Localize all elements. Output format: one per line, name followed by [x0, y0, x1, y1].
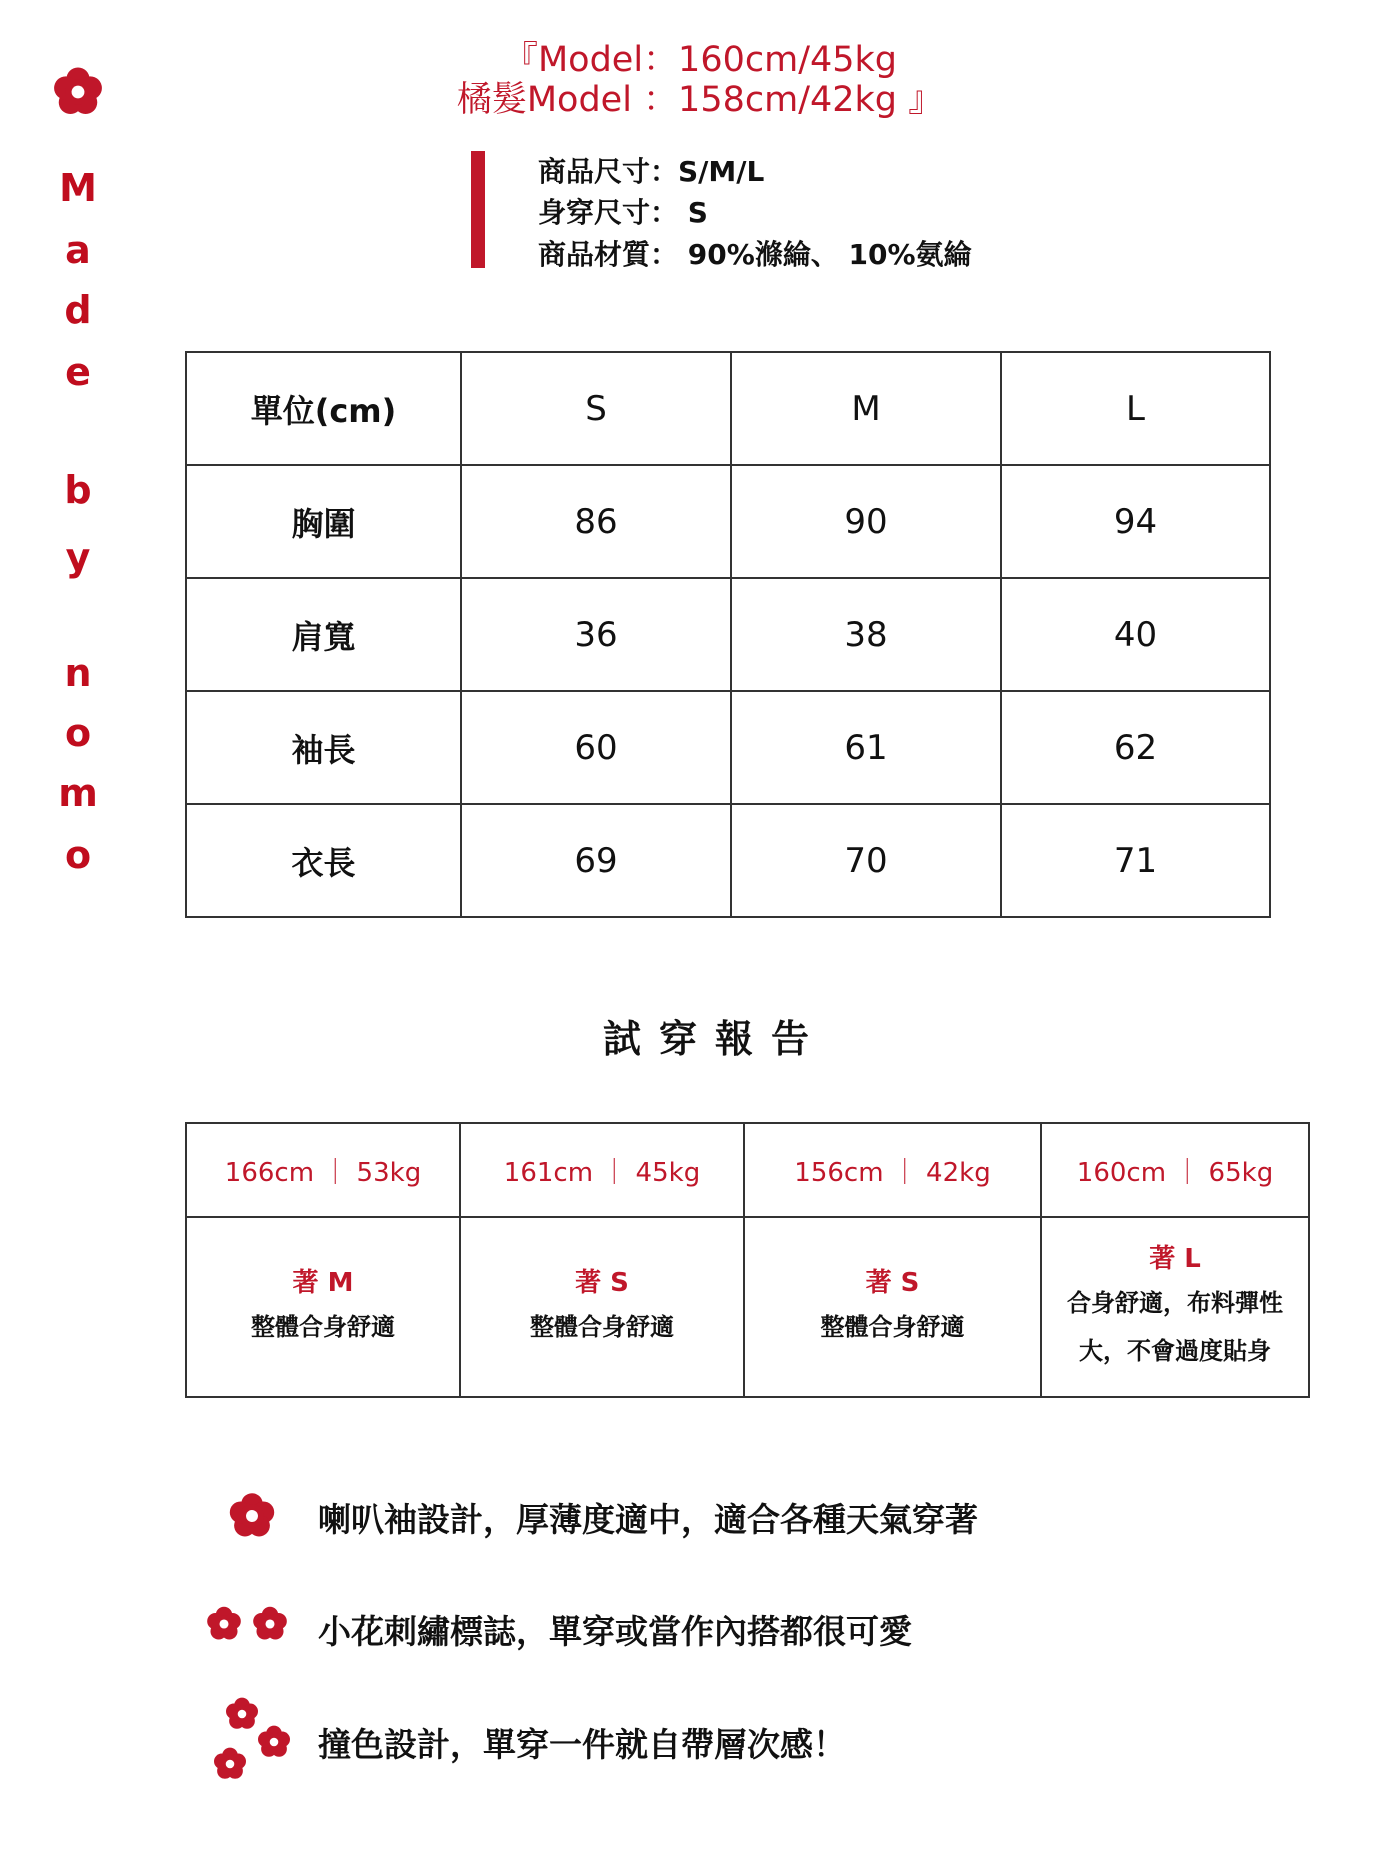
table-row	[186, 691, 1270, 804]
cell-value: 71	[1001, 804, 1270, 917]
cell-value: 70	[731, 804, 1001, 917]
header-size-m: M	[731, 352, 1001, 465]
fit-note: 整體合身舒適	[251, 1313, 395, 1341]
brand-letter: a	[65, 228, 91, 272]
brand-letter: e	[65, 350, 91, 394]
table-row	[186, 578, 1270, 691]
fit-note: 合身舒適，布料彈性	[1067, 1289, 1283, 1317]
tester-feedback	[1041, 1217, 1309, 1397]
tester-feedback	[186, 1217, 460, 1397]
tester-stats: 160cm ｜ 65kg	[1041, 1123, 1309, 1217]
spec-worn-size: 身穿尺寸： S	[538, 196, 708, 229]
brand-letter: n	[64, 651, 92, 695]
spec-material: 商品材質： 90%滌綸、 10%氨綸	[538, 238, 972, 271]
table-row	[186, 465, 1270, 578]
try-on-report-table	[185, 1122, 1310, 1398]
tester-stats: 166cm ｜ 53kg	[186, 1123, 460, 1217]
tester-feedback	[460, 1217, 744, 1397]
flower-icon	[50, 64, 106, 120]
row-label: 袖長	[186, 691, 461, 804]
two-flowers-icon	[200, 1600, 296, 1648]
model-info-line-1: 『Model：160cm/45kg	[502, 40, 898, 80]
header-size-l: L	[1001, 352, 1270, 465]
cell-value: 38	[731, 578, 1001, 691]
brand-letter: m	[58, 771, 98, 815]
tester-stats: 156cm ｜ 42kg	[744, 1123, 1041, 1217]
brand-letter: M	[59, 166, 97, 210]
tester-stats-row	[186, 1123, 1309, 1217]
header-size-s: S	[461, 352, 731, 465]
tester-stats: 161cm ｜ 45kg	[460, 1123, 744, 1217]
cell-value: 36	[461, 578, 731, 691]
fit-note: 整體合身舒適	[530, 1313, 674, 1341]
feature-text: 撞色設計，單穿一件就自帶層次感！	[318, 1725, 846, 1764]
spec-sizes: 商品尺寸：S/M/L	[538, 155, 765, 188]
brand-letter: y	[65, 535, 91, 579]
flower-icon	[226, 1490, 278, 1542]
worn-size: 著 S	[575, 1268, 629, 1298]
cell-value: 90	[731, 465, 1001, 578]
cell-value: 61	[731, 691, 1001, 804]
model-info-line-2: 橘髮Model ：158cm/42kg 』	[456, 80, 944, 120]
cell-value: 94	[1001, 465, 1270, 578]
table-row	[186, 804, 1270, 917]
cell-value: 69	[461, 804, 731, 917]
three-flowers-icon	[204, 1688, 300, 1792]
worn-size: 著 S	[865, 1268, 920, 1298]
fit-note: 大，不會過度貼身	[1079, 1337, 1271, 1365]
row-label: 肩寬	[186, 578, 461, 691]
tester-feedback	[744, 1217, 1041, 1397]
size-table-header-row	[186, 352, 1270, 465]
row-label: 衣長	[186, 804, 461, 917]
brand-letter: d	[64, 288, 92, 332]
cell-value: 62	[1001, 691, 1270, 804]
header-unit: 單位(cm)	[186, 352, 461, 465]
feature-text: 喇叭袖設計，厚薄度適中，適合各種天氣穿著	[318, 1500, 978, 1539]
worn-size: 著 M	[292, 1268, 354, 1298]
cell-value: 60	[461, 691, 731, 804]
worn-size: 著 L	[1149, 1244, 1201, 1274]
report-title: 試穿報告	[602, 1017, 827, 1061]
accent-bar	[471, 151, 485, 268]
cell-value: 40	[1001, 578, 1270, 691]
size-chart-table	[185, 351, 1271, 918]
tester-notes-row	[186, 1217, 1309, 1397]
brand-letter: b	[64, 468, 92, 512]
feature-text: 小花刺繡標誌，單穿或當作內搭都很可愛	[318, 1612, 912, 1651]
cell-value: 86	[461, 465, 731, 578]
brand-letter: o	[64, 711, 92, 755]
fit-note: 整體合身舒適	[820, 1313, 965, 1341]
brand-letter: o	[64, 833, 92, 877]
row-label: 胸圍	[186, 465, 461, 578]
